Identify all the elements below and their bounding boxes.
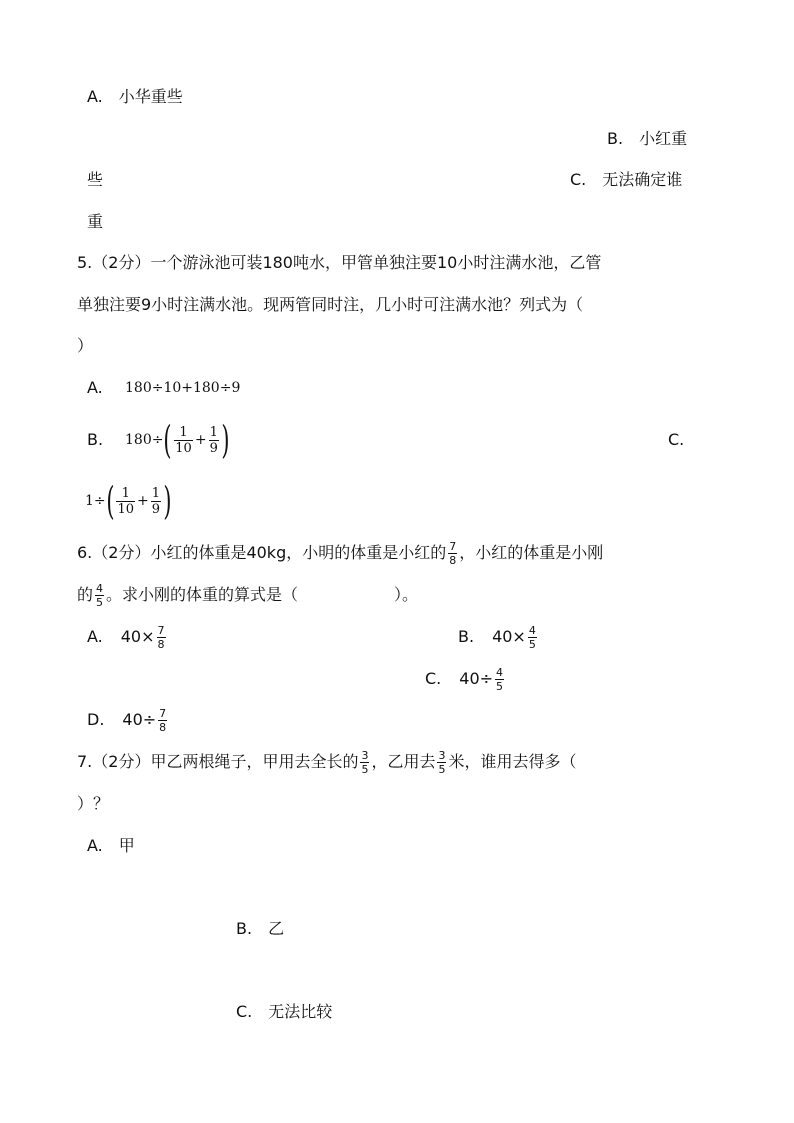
option-label: B.: [458, 627, 475, 646]
right-paren: ): [163, 479, 172, 523]
denominator: 8: [449, 553, 457, 567]
q6-line2-text: 。求小刚的体重的算式是（: [106, 585, 299, 604]
option-label: C.: [425, 669, 442, 688]
plus-sign: +: [194, 432, 207, 448]
numerator: 7: [449, 539, 457, 553]
option-fraction: [528, 625, 537, 650]
q5-c-fraction-2: [151, 487, 161, 516]
numerator: 1: [209, 424, 218, 440]
q6-option-b: [458, 621, 539, 653]
q4-option-b-continued: 些: [87, 170, 104, 189]
q5-option-b-label: B.: [87, 430, 104, 449]
q7-stem-line2: ）？: [77, 794, 110, 813]
option-expression: 40×: [120, 627, 155, 646]
denominator: 5: [528, 637, 536, 651]
denominator: 5: [361, 762, 369, 776]
q7-mid-text: ，乙用去: [371, 752, 436, 771]
option-expression: 40÷: [122, 710, 157, 729]
plus-sign: +: [137, 493, 149, 509]
option-fraction: [157, 625, 166, 650]
q4-option-b: B. 小红重: [607, 129, 688, 148]
left-paren: (: [105, 479, 115, 523]
q5-stem-line2: 单独注要9小时注满水池。现两管同时注，几小时可注满水池？列式为（: [77, 295, 584, 314]
q5-option-c-expression: [85, 480, 172, 522]
q7-line1-text: 7.（2分）甲乙两根绳子，甲用去全长的: [77, 752, 359, 771]
numerator: 3: [361, 748, 369, 762]
denominator: 9: [209, 440, 218, 456]
numerator: 4: [496, 665, 504, 679]
q5-stem-line3: ）: [77, 336, 94, 355]
q6-line2-head: 的: [77, 585, 94, 604]
q5-option-a-expression: 180÷10+180÷9: [125, 380, 241, 396]
q6-option-d: [87, 704, 169, 736]
q6-line1-text: 6.（2分）小红的体重是40kg，小明的体重是小红的: [77, 543, 447, 562]
q5-b-fraction-1: [174, 426, 193, 455]
q6-option-a: [87, 621, 168, 653]
q7-option-a: A. 甲: [87, 836, 135, 855]
denominator: 9: [151, 501, 161, 517]
denominator: 5: [96, 595, 104, 609]
q5-option-c-label: C.: [668, 430, 685, 449]
numerator: 1: [174, 426, 193, 441]
q5-c-prefix: 1÷: [85, 493, 106, 509]
q6-stem-line1: [77, 537, 603, 569]
q5-b-prefix: 180÷: [125, 432, 164, 448]
option-expression: 40×: [492, 627, 526, 646]
q5-c-fraction-1: [116, 487, 135, 516]
right-paren: ): [221, 418, 230, 462]
fraction-seven-eighths: [448, 541, 457, 566]
q5-stem-line1: 5.（2分）一个游泳池可装180吨水，甲管单独注要10小时注满水池，乙管: [77, 253, 602, 272]
q7-tail-text: 米，谁用去得多（: [448, 752, 577, 771]
q6-line2-tail: ）。: [394, 585, 419, 604]
fraction-four-fifths: [95, 583, 104, 608]
numerator: 4: [528, 623, 536, 637]
numerator: 1: [116, 487, 135, 502]
q7-option-c: C. 无法比较: [236, 1002, 333, 1021]
q5-option-b-expression: [125, 419, 230, 461]
option-label: A.: [87, 627, 103, 646]
option-label: D.: [87, 710, 105, 729]
q7-stem-line1: [77, 746, 576, 778]
q5-option-a-label: A.: [87, 378, 103, 397]
left-paren: (: [163, 418, 172, 462]
numerator: 1: [151, 485, 161, 501]
q6-option-c: [425, 663, 506, 695]
numerator: 3: [438, 748, 446, 762]
numerator: 4: [96, 581, 104, 595]
denominator: 5: [496, 679, 504, 693]
denominator: 10: [175, 440, 192, 456]
q6-line1-tail: ，小红的体重是小刚: [459, 543, 604, 562]
denominator: 8: [159, 720, 167, 734]
q4-option-c-continued: 重: [87, 212, 104, 231]
q5-b-fraction-2: [209, 426, 219, 455]
q7-option-b: B. 乙: [236, 919, 285, 938]
numerator: 7: [157, 623, 165, 637]
option-expression: 40÷: [459, 669, 494, 688]
option-fraction: [495, 667, 504, 692]
denominator: 10: [117, 501, 135, 517]
fraction-three-fifths-meters: [437, 750, 446, 775]
q4-option-c: C. 无法确定谁: [570, 170, 683, 189]
option-fraction: [158, 708, 167, 733]
denominator: 5: [438, 762, 446, 776]
denominator: 8: [157, 637, 165, 651]
q4-option-a: A. 小华重些: [87, 87, 183, 106]
numerator: 7: [159, 706, 167, 720]
q6-stem-line2: [77, 579, 418, 611]
fraction-three-fifths: [360, 750, 369, 775]
